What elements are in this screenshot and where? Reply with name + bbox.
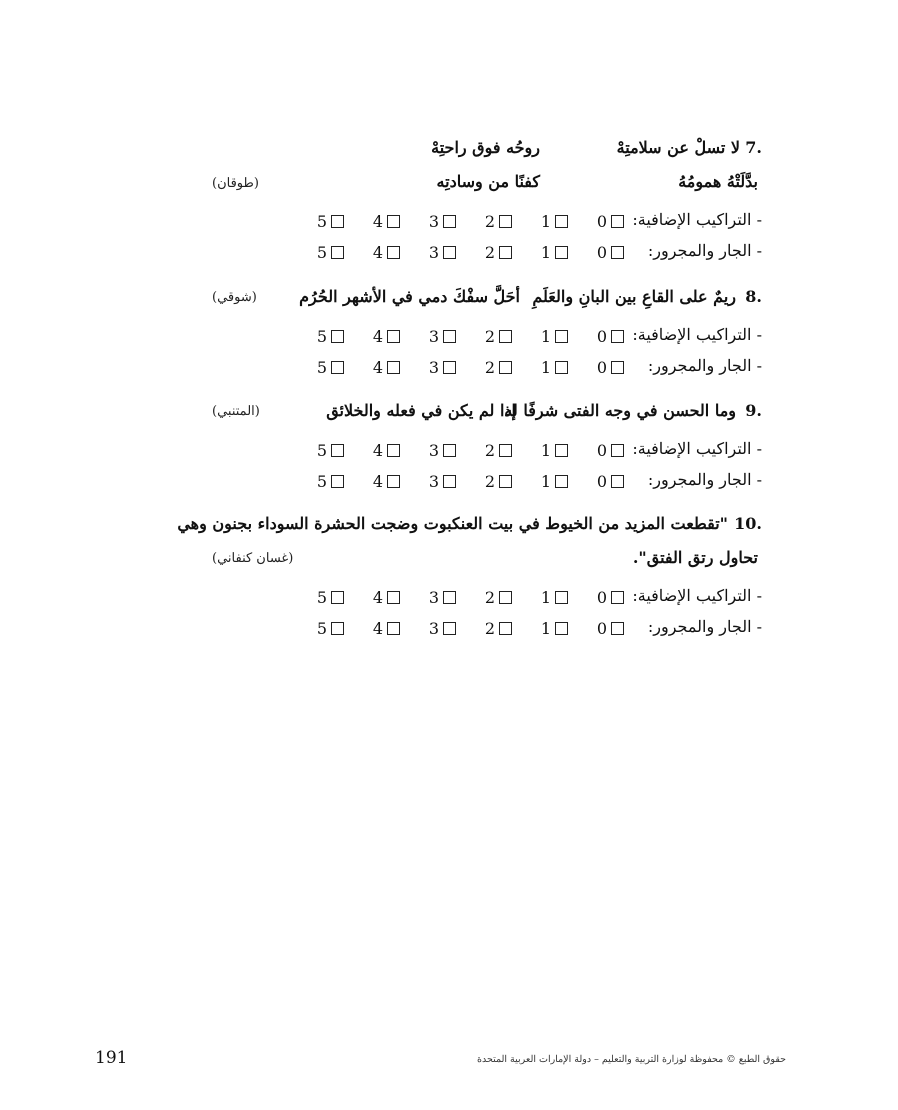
rating-option-4[interactable]: 4 xyxy=(373,325,400,347)
rating-option-1[interactable]: 1 xyxy=(541,356,568,378)
checkbox[interactable] xyxy=(499,444,512,457)
verse-hemistich: روحُه فوق راحتِهْ xyxy=(431,138,540,157)
checkbox[interactable] xyxy=(387,475,400,488)
rating-option-0[interactable]: 0 xyxy=(597,617,624,639)
rating-label: - الجار والمجرور: xyxy=(647,617,762,636)
checkbox[interactable] xyxy=(443,361,456,374)
prose-line: "تقطعت المزيد من الخيوط في بيت العنكبوت وضجت الحشرة السوداء بجنون وهي xyxy=(177,514,728,533)
verse-hemistich: كفنًا من وسادتِه xyxy=(436,172,540,191)
rating-option-3[interactable]: 3 xyxy=(429,586,456,608)
checkbox[interactable] xyxy=(611,246,624,259)
checkbox[interactable] xyxy=(331,475,344,488)
source-attribution: (المتنبي) xyxy=(212,404,260,419)
checkbox[interactable] xyxy=(387,215,400,228)
question-number: 7. xyxy=(745,138,762,157)
rating-option-5[interactable]: 5 xyxy=(317,210,344,232)
checkbox[interactable] xyxy=(611,475,624,488)
prose-line: تحاول رتق الفتق". xyxy=(632,548,758,567)
checkbox[interactable] xyxy=(555,475,568,488)
checkbox[interactable] xyxy=(555,361,568,374)
checkbox[interactable] xyxy=(387,591,400,604)
question-number: 8. xyxy=(745,287,762,306)
question-number: 10. xyxy=(734,514,762,533)
copyright-notice: حقوق الطبع © محفوظة لوزارة التربية والتعليم – دولة الإمارات العربية المتحدة xyxy=(477,1054,786,1065)
rating-row-idafa xyxy=(306,325,762,347)
verse-hemistich: ريمٌ على القاعِ بين البانِ والعَلَمِ xyxy=(532,287,736,306)
rating-label: - التراكيب الإضافية: xyxy=(632,586,762,605)
checkbox[interactable] xyxy=(555,622,568,635)
checkbox[interactable] xyxy=(387,622,400,635)
rating-option-4[interactable]: 4 xyxy=(373,210,400,232)
rating-option-3[interactable]: 3 xyxy=(429,439,456,461)
rating-option-5[interactable]: 5 xyxy=(317,356,344,378)
checkbox[interactable] xyxy=(555,330,568,343)
rating-option-3[interactable]: 3 xyxy=(429,617,456,639)
rating-row-jar xyxy=(306,617,762,639)
rating-option-2[interactable]: 2 xyxy=(485,586,512,608)
rating-option-5[interactable]: 5 xyxy=(317,325,344,347)
verse-hemistich: لا تسلْ عن سلامتِهْ xyxy=(616,138,740,157)
rating-option-1[interactable]: 1 xyxy=(541,325,568,347)
checkbox[interactable] xyxy=(331,330,344,343)
checkbox[interactable] xyxy=(387,361,400,374)
rating-option-1[interactable]: 1 xyxy=(541,617,568,639)
checkbox[interactable] xyxy=(499,215,512,228)
rating-option-0[interactable]: 0 xyxy=(597,470,624,492)
rating-option-1[interactable]: 1 xyxy=(541,241,568,263)
rating-label: - الجار والمجرور: xyxy=(647,470,762,489)
rating-option-0[interactable]: 0 xyxy=(597,210,624,232)
rating-option-5[interactable]: 5 xyxy=(317,617,344,639)
checkbox[interactable] xyxy=(611,444,624,457)
rating-option-2[interactable]: 2 xyxy=(485,241,512,263)
checkbox[interactable] xyxy=(611,591,624,604)
checkbox[interactable] xyxy=(443,215,456,228)
rating-option-0[interactable]: 0 xyxy=(597,356,624,378)
checkbox[interactable] xyxy=(331,215,344,228)
rating-label: - الجار والمجرور: xyxy=(647,241,762,260)
checkbox[interactable] xyxy=(611,361,624,374)
rating-option-2[interactable]: 2 xyxy=(485,210,512,232)
source-attribution: (غسان كنفاني) xyxy=(212,551,294,566)
rating-row-idafa xyxy=(306,439,762,461)
source-attribution: (طوقان) xyxy=(212,176,259,191)
rating-option-3[interactable]: 3 xyxy=(429,325,456,347)
checkbox[interactable] xyxy=(387,330,400,343)
page-number: 191 xyxy=(95,1048,128,1068)
rating-row-idafa xyxy=(306,586,762,608)
rating-row-jar xyxy=(306,470,762,492)
rating-option-1[interactable]: 1 xyxy=(541,439,568,461)
rating-option-4[interactable]: 4 xyxy=(373,241,400,263)
checkbox[interactable] xyxy=(611,622,624,635)
rating-row-idafa xyxy=(306,210,762,232)
checkbox[interactable] xyxy=(611,215,624,228)
rating-option-0[interactable]: 0 xyxy=(597,325,624,347)
checkbox[interactable] xyxy=(443,444,456,457)
rating-option-1[interactable]: 1 xyxy=(541,210,568,232)
rating-option-2[interactable]: 2 xyxy=(485,617,512,639)
rating-option-5[interactable]: 5 xyxy=(317,586,344,608)
rating-option-5[interactable]: 5 xyxy=(317,241,344,263)
rating-option-0[interactable]: 0 xyxy=(597,241,624,263)
rating-option-4[interactable]: 4 xyxy=(373,586,400,608)
checkbox[interactable] xyxy=(331,246,344,259)
rating-label: - الجار والمجرور: xyxy=(647,356,762,375)
checkbox[interactable] xyxy=(499,246,512,259)
checkbox[interactable] xyxy=(443,475,456,488)
rating-label: - التراكيب الإضافية: xyxy=(632,439,762,458)
checkbox[interactable] xyxy=(443,246,456,259)
verse-hemistich: بدَّلَتْهُ همومُهُ xyxy=(678,172,758,191)
rating-row-jar xyxy=(306,356,762,378)
checkbox[interactable] xyxy=(555,444,568,457)
checkbox[interactable] xyxy=(555,215,568,228)
checkbox[interactable] xyxy=(443,330,456,343)
checkbox[interactable] xyxy=(555,591,568,604)
checkbox[interactable] xyxy=(555,246,568,259)
rating-option-4[interactable]: 4 xyxy=(373,356,400,378)
rating-option-3[interactable]: 3 xyxy=(429,241,456,263)
checkbox[interactable] xyxy=(331,622,344,635)
checkbox[interactable] xyxy=(499,622,512,635)
checkbox[interactable] xyxy=(499,475,512,488)
checkbox[interactable] xyxy=(499,361,512,374)
rating-option-3[interactable]: 3 xyxy=(429,210,456,232)
verse-hemistich: أحَلَّ سفْكَ دمي في الأشهر الحُرُم xyxy=(299,287,520,306)
checkbox[interactable] xyxy=(443,622,456,635)
question-number: 9. xyxy=(745,401,762,420)
source-attribution: (شوقي) xyxy=(212,290,257,305)
checkbox[interactable] xyxy=(499,330,512,343)
rating-option-4[interactable]: 4 xyxy=(373,439,400,461)
rating-label: - التراكيب الإضافية: xyxy=(632,325,762,344)
rating-option-3[interactable]: 3 xyxy=(429,470,456,492)
checkbox[interactable] xyxy=(387,444,400,457)
rating-option-2[interactable]: 2 xyxy=(485,470,512,492)
checkbox[interactable] xyxy=(331,444,344,457)
rating-option-0[interactable]: 0 xyxy=(597,586,624,608)
rating-option-2[interactable]: 2 xyxy=(485,439,512,461)
checkbox[interactable] xyxy=(331,591,344,604)
verse-hemistich: وما الحسن في وجه الفتى شرفًا له xyxy=(504,401,736,420)
checkbox[interactable] xyxy=(611,330,624,343)
rating-option-4[interactable]: 4 xyxy=(373,617,400,639)
rating-option-1[interactable]: 1 xyxy=(541,470,568,492)
rating-option-1[interactable]: 1 xyxy=(541,586,568,608)
rating-row-jar xyxy=(306,241,762,263)
rating-option-5[interactable]: 5 xyxy=(317,439,344,461)
checkbox[interactable] xyxy=(331,361,344,374)
rating-option-0[interactable]: 0 xyxy=(597,439,624,461)
rating-option-2[interactable]: 2 xyxy=(485,325,512,347)
rating-option-5[interactable]: 5 xyxy=(317,470,344,492)
checkbox[interactable] xyxy=(387,246,400,259)
rating-option-3[interactable]: 3 xyxy=(429,356,456,378)
checkbox[interactable] xyxy=(499,591,512,604)
rating-label: - التراكيب الإضافية: xyxy=(632,210,762,229)
rating-option-4[interactable]: 4 xyxy=(373,470,400,492)
verse-hemistich: إذا لم يكن في فعله والخلائق xyxy=(326,401,516,420)
rating-option-2[interactable]: 2 xyxy=(485,356,512,378)
checkbox[interactable] xyxy=(443,591,456,604)
